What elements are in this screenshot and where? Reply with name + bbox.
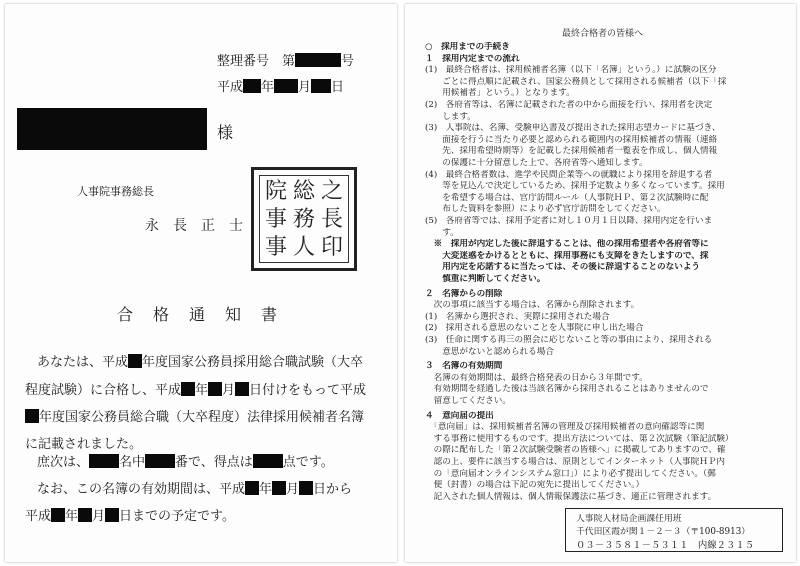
instruction-line: 「意向届」は、採用候補者名簿の管理及び採用候補者の意向確認等に関 (425, 422, 705, 433)
instruction-line: 記入された個人情報は、個人情報保護法に基づき、適正に管理されます。 (425, 491, 717, 502)
body-line-3: 年度国家公務員総合職（大卒程度）法律採用候補者名簿 (25, 406, 364, 425)
seal-char: 之 (320, 179, 343, 204)
instruction-line: (4) 最終合格者数は、進学や民間企業等への就職により採用を辞退する者 (425, 169, 713, 180)
instruction-line: 認の上、要件に該当する場合は、原則としてインターネット（人事院ＨＰ内 (425, 457, 726, 467)
instruction-line: (3) 人事院は、名簿、受験申込書及び提出された採用志望カードに基づき、 (425, 123, 721, 134)
instruction-line: 次の事項に該当する場合は、名簿から削除されます。 (425, 300, 640, 311)
section-heading: ３ 名簿の有効期間 (425, 361, 503, 372)
instruction-line: 意思がないと認められる場合 (425, 346, 554, 357)
instruction-line: 名簿の有効期間は、最終合格発表の日から３年間です。 (425, 372, 648, 383)
seal-char: 長 (320, 207, 343, 232)
instruction-line: (2) 各府省等は、名簿に記載された者の中から面接を行い、採用者を決定 (425, 100, 713, 110)
redaction-bar (105, 508, 119, 522)
contact-box (565, 508, 783, 552)
instructions-title: 最終合格者の皆様へ (562, 29, 644, 39)
instruction-line: 慎重に判断してください。 (425, 274, 546, 284)
section-heading: ○ 採用までの手続き (425, 42, 510, 52)
issue-date (217, 76, 344, 95)
section-heading: ２ 名簿からの削除 (425, 288, 503, 299)
instruction-line: 等を見込んで決定しているため、採用予定数より多くなっています。採用 (425, 181, 725, 192)
body-line-6: なお、この名簿の有効期間は、平成 年 月 日から (37, 482, 353, 497)
instruction-line: ※ 採用が内定した後に辞退することは、他の採用希望者や各府省等に (425, 239, 709, 250)
seal-char: 印 (320, 235, 343, 260)
instruction-line: す。 (425, 227, 459, 238)
reference-number-suffix: 号 (341, 54, 355, 69)
notice-page (5, 4, 397, 562)
date-era: 平成 (217, 80, 244, 95)
body-line-5: 庶次は、 名中 番で、得点は 点です。 (37, 455, 334, 470)
seal-char: 務 (292, 207, 315, 232)
instruction-line: 布した資料を参照）により必ず官庁訪問をしてください。 (425, 204, 666, 215)
instructions-page (405, 4, 796, 562)
instruction-line: 便（封書）の場合は下記の宛先に提出してください。） (425, 480, 645, 491)
instruction-line: 用候補者」という。）となります。 (425, 88, 575, 99)
redaction-bar (253, 454, 283, 468)
redaction-bar (274, 79, 298, 93)
instruction-line: 先、採用希望時期等）を記載した採用候補者一覧表を作成し、個人情報 (425, 146, 718, 157)
redaction-bar (89, 454, 119, 468)
redaction-bar (235, 382, 249, 396)
body-line-4: に記載されました。 (25, 437, 143, 452)
instruction-line: 大変迷惑をかけるとともに、採用事務にも支障をきたしますので、採 (425, 250, 709, 261)
seal-char: 事 (264, 235, 287, 260)
body-line-7: 平成 年 月 日までの予定です。 (25, 509, 236, 524)
instruction-line: 用内定を応諾するに当たっては、その後に辞退することのないよう (425, 262, 701, 273)
redaction-bar (311, 79, 331, 93)
instruction-line: 有効期間を経過した後は当該名簿から採用されることはありませんので (425, 384, 709, 395)
instruction-line: (5) 各府省等では、採用予定者に対し１０月１日以降、採用内定を行いま (425, 216, 713, 226)
redaction-bar (272, 481, 286, 495)
instruction-line: を希望する場合は、官庁訪問ルール（人事院ＨＰ、第２次試験時に配 (425, 192, 709, 203)
contact-department: 人事院人材局企画課任用班 (576, 514, 682, 524)
instruction-line: ごとに得点順に記載され、国家公務員として採用される候補者（以下「採 (425, 76, 727, 87)
instruction-line: (1) 名簿から選択され、実際に採用された場合 (425, 311, 610, 322)
redaction-bar (295, 53, 341, 67)
contact-phone: ０３－３５８１－５３１１ 内線２３１５ (576, 540, 755, 551)
redaction-bar (78, 508, 92, 522)
date-month-label: 月 (298, 80, 312, 95)
instruction-line: の「意向届オンラインシステム窓口」）により必ず提出してください。（郵 (425, 468, 716, 479)
redaction-bar (243, 79, 261, 93)
reference-number-line (217, 50, 354, 69)
date-year-label: 年 (261, 80, 275, 95)
redaction-bar (181, 382, 195, 396)
section-heading: １ 採用内定までの流れ (425, 53, 520, 64)
instruction-line: 面接を行うに当たり必要と認められる範囲内の採用候補者の情報（連絡 (425, 134, 718, 145)
contact-address: 千代田区霞が関１－２－３（〒100-8913） (576, 527, 751, 537)
redaction-bar (25, 409, 39, 423)
redaction-bar (208, 382, 222, 396)
reference-number-label: 整理番号 第 (217, 54, 296, 69)
recipient-honorific: 様 (217, 123, 234, 142)
redaction-bar (299, 481, 313, 495)
instruction-line: (2) 採用される意思のないことを人事院に申し出た場合 (425, 323, 644, 334)
sender-title: 人事院事務総長 (77, 185, 154, 198)
redaction-bar (145, 454, 175, 468)
seal-characters (262, 178, 346, 262)
body-line-1: あなたは、平成 年度国家公務員採用総合職試験（大卒 (37, 355, 364, 370)
sender-name: 永 長 正 士 (145, 218, 243, 234)
date-day-label: 日 (331, 80, 345, 95)
instruction-line: (3) 任命に関する再三の照会に応じないこと等の事由により、採用される (425, 335, 713, 345)
redaction-bar (245, 481, 259, 495)
instruction-line: する事務に使用するものです。提出方法については、第２次試験（筆記試験） (425, 433, 734, 444)
body-line-2: 程度試験）に合格し、平成 年 月 日付けをもって平成 (25, 383, 367, 398)
instruction-line: 留意してください。 (425, 396, 511, 406)
official-seal (251, 167, 357, 271)
instruction-line: (1) 最終合格者は、採用候補者名簿（以下「名簿」という。）に試験の区分 (425, 65, 717, 76)
seal-char: 事 (264, 207, 287, 232)
document-title: 合 格 通 知 書 (117, 305, 280, 324)
seal-char: 総 (292, 179, 315, 204)
instruction-line: の際に配布した「第２次試験受験者の皆様へ」に掲載してありますので、確 (425, 445, 726, 456)
recipient-name-redaction (17, 108, 207, 150)
instruction-line: します。 (425, 111, 476, 122)
redaction-bar (128, 354, 142, 368)
section-heading: ４ 意向届の提出 (425, 410, 494, 421)
seal-char: 院 (264, 179, 287, 204)
instruction-line: の保護に十分留意した上で、各府省等へ通知します。 (425, 158, 648, 168)
seal-char: 人 (292, 235, 315, 260)
redaction-bar (51, 508, 65, 522)
